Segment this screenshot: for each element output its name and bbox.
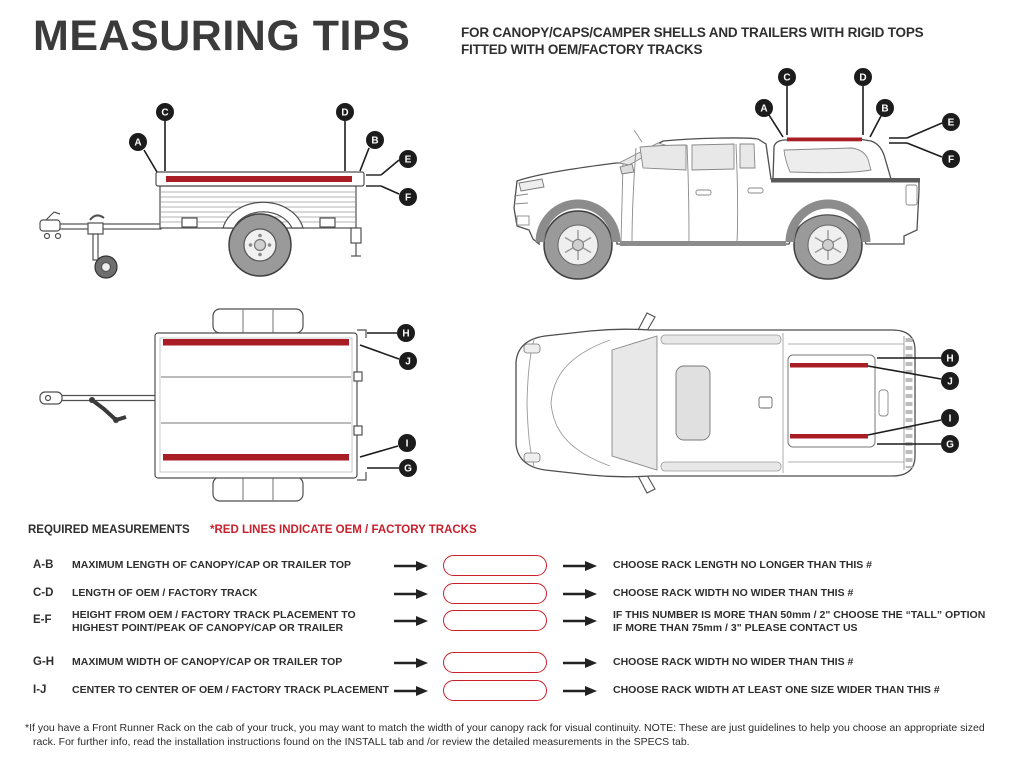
truck-side-art — [514, 130, 920, 279]
label-badge-f — [399, 188, 417, 206]
oem-track-line — [163, 454, 349, 461]
footnote: *If you have a Front Runner Rack on the cab of your truck, you may want to match the width of your canopy rack for visual continuity. NOTE: These are just guidelines to help you choose an appropriate sized rack. For further info, read the installation instructions found on the INSTALL tab and /or review the detailed measurements in the SPECS tab. — [25, 722, 985, 748]
svg-text:G: G — [404, 463, 412, 475]
label-badge-e — [399, 150, 417, 168]
svg-text:J: J — [947, 376, 953, 388]
trailer-side-art — [40, 172, 381, 278]
label-badge-g — [941, 435, 959, 453]
svg-text:C: C — [783, 72, 791, 84]
arrow-right-icon — [563, 560, 597, 572]
truck-with-canopy-top-view-diagram — [500, 300, 980, 510]
measurement-description: LENGTH OF OEM / FACTORY TRACK — [72, 587, 258, 599]
label-badge-i — [941, 409, 959, 427]
trailer-top-art — [40, 309, 366, 501]
label-badge-a — [755, 99, 773, 117]
rack-choice-instruction: IF THIS NUMBER IS MORE THAN 50mm / 2" CHOOSE THE “TALL” OPTION IF MORE THAN 75mm / 3" PLEASE CONTACT US — [613, 609, 986, 634]
svg-text:I: I — [948, 413, 952, 425]
svg-text:J: J — [405, 356, 411, 368]
svg-text:D: D — [859, 72, 867, 84]
oem-track-line — [166, 176, 352, 182]
range-label: C-D — [33, 587, 54, 599]
svg-text:C: C — [161, 107, 169, 119]
oem-track-line — [787, 138, 862, 142]
svg-text:A: A — [134, 137, 142, 149]
truck-with-canopy-side-view-diagram — [490, 60, 980, 305]
rack-choice-instruction: CHOOSE RACK WIDTH NO WIDER THAN THIS # — [613, 587, 854, 599]
label-badge-i — [398, 434, 416, 452]
measurement-input-box[interactable] — [443, 583, 547, 604]
page-subtitle — [461, 24, 923, 58]
label-badge-b — [366, 131, 384, 149]
measurement-input-box[interactable] — [443, 652, 547, 673]
svg-text:E: E — [947, 117, 955, 129]
measurement-row-ab — [0, 555, 1024, 579]
measurement-input-box[interactable] — [443, 610, 547, 631]
subtitle-line-2: FITTED WITH OEM/FACTORY TRACKS — [461, 42, 703, 57]
trailer-top-view-diagram — [20, 300, 440, 505]
arrow-right-icon — [394, 615, 428, 627]
range-label: I-J — [33, 684, 47, 696]
pointer-lines — [360, 333, 399, 468]
range-label: G-H — [33, 656, 55, 668]
svg-text:I: I — [405, 438, 409, 450]
label-badge-f — [942, 150, 960, 168]
measurement-description: CENTER TO CENTER OF OEM / FACTORY TRACK PLACEMENT — [72, 684, 389, 696]
svg-text:B: B — [881, 103, 889, 115]
rack-choice-instruction: CHOOSE RACK WIDTH AT LEAST ONE SIZE WIDER THAN THIS # — [613, 684, 940, 696]
label-badge-d — [336, 103, 354, 121]
page-title: MEASURING TIPS — [33, 12, 411, 60]
trailer-side-view-diagram — [20, 80, 440, 295]
arrow-right-icon — [394, 657, 428, 669]
label-badge-a — [129, 133, 147, 151]
arrow-right-icon — [394, 588, 428, 600]
label-badge-j — [941, 372, 959, 390]
arrow-right-icon — [563, 657, 597, 669]
svg-text:A: A — [760, 103, 768, 115]
label-badge-h — [941, 349, 959, 367]
trailer-wheel — [229, 214, 291, 276]
subtitle-line-1: FOR CANOPY/CAPS/CAMPER SHELLS AND TRAILERS WITH RIGID TOPS — [461, 25, 924, 40]
measurement-description: HEIGHT FROM OEM / FACTORY TRACK PLACEMENT TO HIGHEST POINT/PEAK OF CANOPY/CAP OR TRAILER — [72, 609, 356, 634]
rack-choice-instruction: CHOOSE RACK WIDTH NO WIDER THAN THIS # — [613, 656, 854, 668]
range-label: A-B — [33, 559, 54, 571]
svg-text:F: F — [947, 154, 955, 166]
truck-top-art — [516, 313, 915, 493]
measurement-row-ef — [0, 610, 1024, 634]
arrow-right-icon — [563, 588, 597, 600]
oem-track-line — [790, 434, 868, 439]
rack-choice-instruction: CHOOSE RACK LENGTH NO LONGER THAN THIS # — [613, 559, 873, 571]
label-badge-c — [778, 68, 796, 86]
label-badge-b — [876, 99, 894, 117]
svg-text:B: B — [371, 135, 379, 147]
arrow-right-icon — [394, 560, 428, 572]
label-badge-d — [854, 68, 872, 86]
measurement-description: MAXIMUM LENGTH OF CANOPY/CAP OR TRAILER TOP — [72, 559, 352, 571]
arrow-right-icon — [563, 685, 597, 697]
svg-text:E: E — [404, 154, 412, 166]
label-badge-j — [399, 352, 417, 370]
arrow-right-icon — [563, 615, 597, 627]
label-badge-c — [156, 103, 174, 121]
measurement-description: MAXIMUM WIDTH OF CANOPY/CAP OR TRAILER TOP — [72, 656, 343, 668]
svg-text:H: H — [402, 328, 410, 340]
svg-text:H: H — [946, 353, 954, 365]
required-measurements-label: REQUIRED MEASUREMENTS — [28, 524, 190, 536]
oem-track-line — [790, 363, 868, 368]
measurement-row-gh — [0, 652, 1024, 676]
label-badge-g — [399, 459, 417, 477]
label-badge-e — [942, 113, 960, 131]
measurement-row-ij — [0, 680, 1024, 704]
measurement-input-box[interactable] — [443, 555, 547, 576]
svg-text:F: F — [404, 192, 412, 204]
oem-track-line — [163, 339, 349, 346]
red-lines-note: *RED LINES INDICATE OEM / FACTORY TRACKS — [210, 524, 477, 536]
label-badge-h — [397, 324, 415, 342]
arrow-right-icon — [394, 685, 428, 697]
measurement-input-box[interactable] — [443, 680, 547, 701]
svg-text:G: G — [946, 439, 954, 451]
svg-text:D: D — [341, 107, 349, 119]
measurement-row-cd — [0, 583, 1024, 607]
range-label: E-F — [33, 614, 52, 626]
